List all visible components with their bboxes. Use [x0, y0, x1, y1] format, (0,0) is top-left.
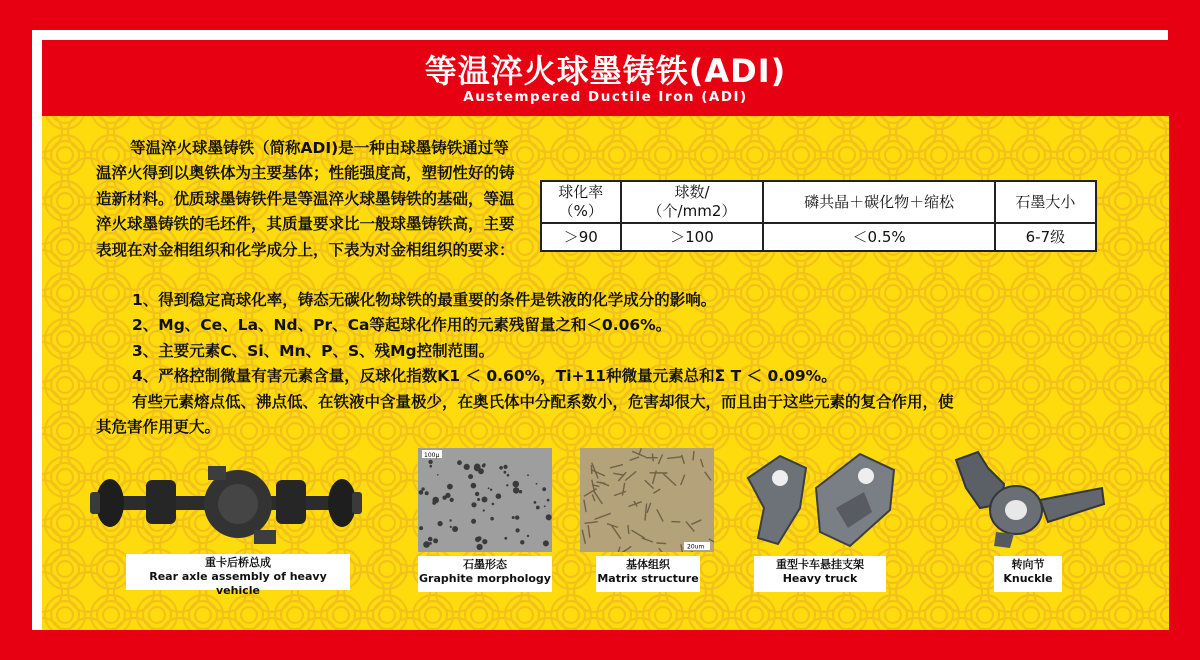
figure-graphite-morphology: [418, 448, 552, 592]
requirements-list: [96, 288, 1096, 440]
intro-paragraph: 等温淬火球墨铸铁（简称ADI)是一种由球墨铸铁通过等温淬火得到以奥铁体为主要基体；性能强度高，塑韧性好的铸造新材料。优质球墨铸铁件是等温淬火球墨铸铁的基础，等温淬火球墨铸铁的毛坯件，其质量要求比一般球墨铸铁高，主要表现在对金相组织和化学成分上，下表为对金相组织的要求：: [96, 139, 515, 259]
table-cell: ＞90: [541, 223, 621, 251]
table-cell: ＜0.5%: [763, 223, 994, 251]
figure-heavy-truck-bracket: [740, 448, 900, 592]
knuckle-image: [944, 448, 1108, 552]
list-item: 1、得到稳定高球化率，铸态无碳化物球铁的最重要的条件是铁液的化学成分的影响。: [132, 291, 717, 309]
figure-caption: 基体组织 Matrix structure: [596, 556, 700, 592]
figure-caption: 石墨形态 Graphite morphology: [418, 556, 552, 592]
table-cell: 6-7级: [995, 223, 1096, 251]
figure-caption: 重卡后桥总成 Rear axle assembly of heavy vehicle: [126, 554, 350, 590]
list-item: 4、严格控制微量有害元素含量，反球化指数K1 ＜ 0.60%，Ti+11种微量元素总和Σ T ＜ 0.09%。: [132, 367, 837, 386]
closing-line-2: 其危害作用更大。: [96, 418, 221, 437]
graphite-micrograph-image: [418, 448, 552, 552]
rear-axle-image: [88, 458, 364, 550]
figure-matrix-structure: [580, 448, 714, 592]
table-header-cell: 球化率 （%）: [541, 181, 621, 223]
title-bar: [42, 40, 1169, 116]
scale-label: 20um: [687, 543, 705, 551]
figure-caption: 重型卡车悬挂支架 Heavy truck: [754, 556, 886, 592]
page-title: 等温淬火球墨铸铁(ADI): [424, 52, 787, 90]
list-item: 3、主要元素C、Si、Mn、P、S、残Mg控制范围。: [132, 341, 495, 360]
matrix-micrograph-image: [580, 448, 714, 552]
table-header-cell: 球数/ （个/mm2）: [621, 181, 764, 223]
page-subtitle: Austempered Ductile Iron (ADI): [463, 89, 748, 105]
list-item: 2、Mg、Ce、La、Nd、Pr、Ca等起球化作用的元素残留量之和＜0.06%。: [132, 316, 672, 335]
figure-caption: 转向节 Knuckle: [994, 556, 1062, 592]
figure-rear-axle: [88, 458, 364, 597]
table-cell: ＞100: [621, 223, 764, 251]
figure-knuckle: [944, 448, 1108, 592]
table-header-cell: 磷共晶＋碳化物＋缩松: [763, 181, 994, 223]
closing-line-1: 有些元素熔点低、沸点低、在铁液中含量极少，在奥氏体中分配系数小，危害却很大，而且由于这些元素的复合作用，使: [132, 392, 954, 411]
metallographic-requirements-table: [540, 180, 1097, 252]
scale-label: 100μ: [424, 452, 440, 459]
table-header-cell: 石墨大小: [995, 181, 1096, 223]
truck-bracket-image: [740, 448, 900, 548]
